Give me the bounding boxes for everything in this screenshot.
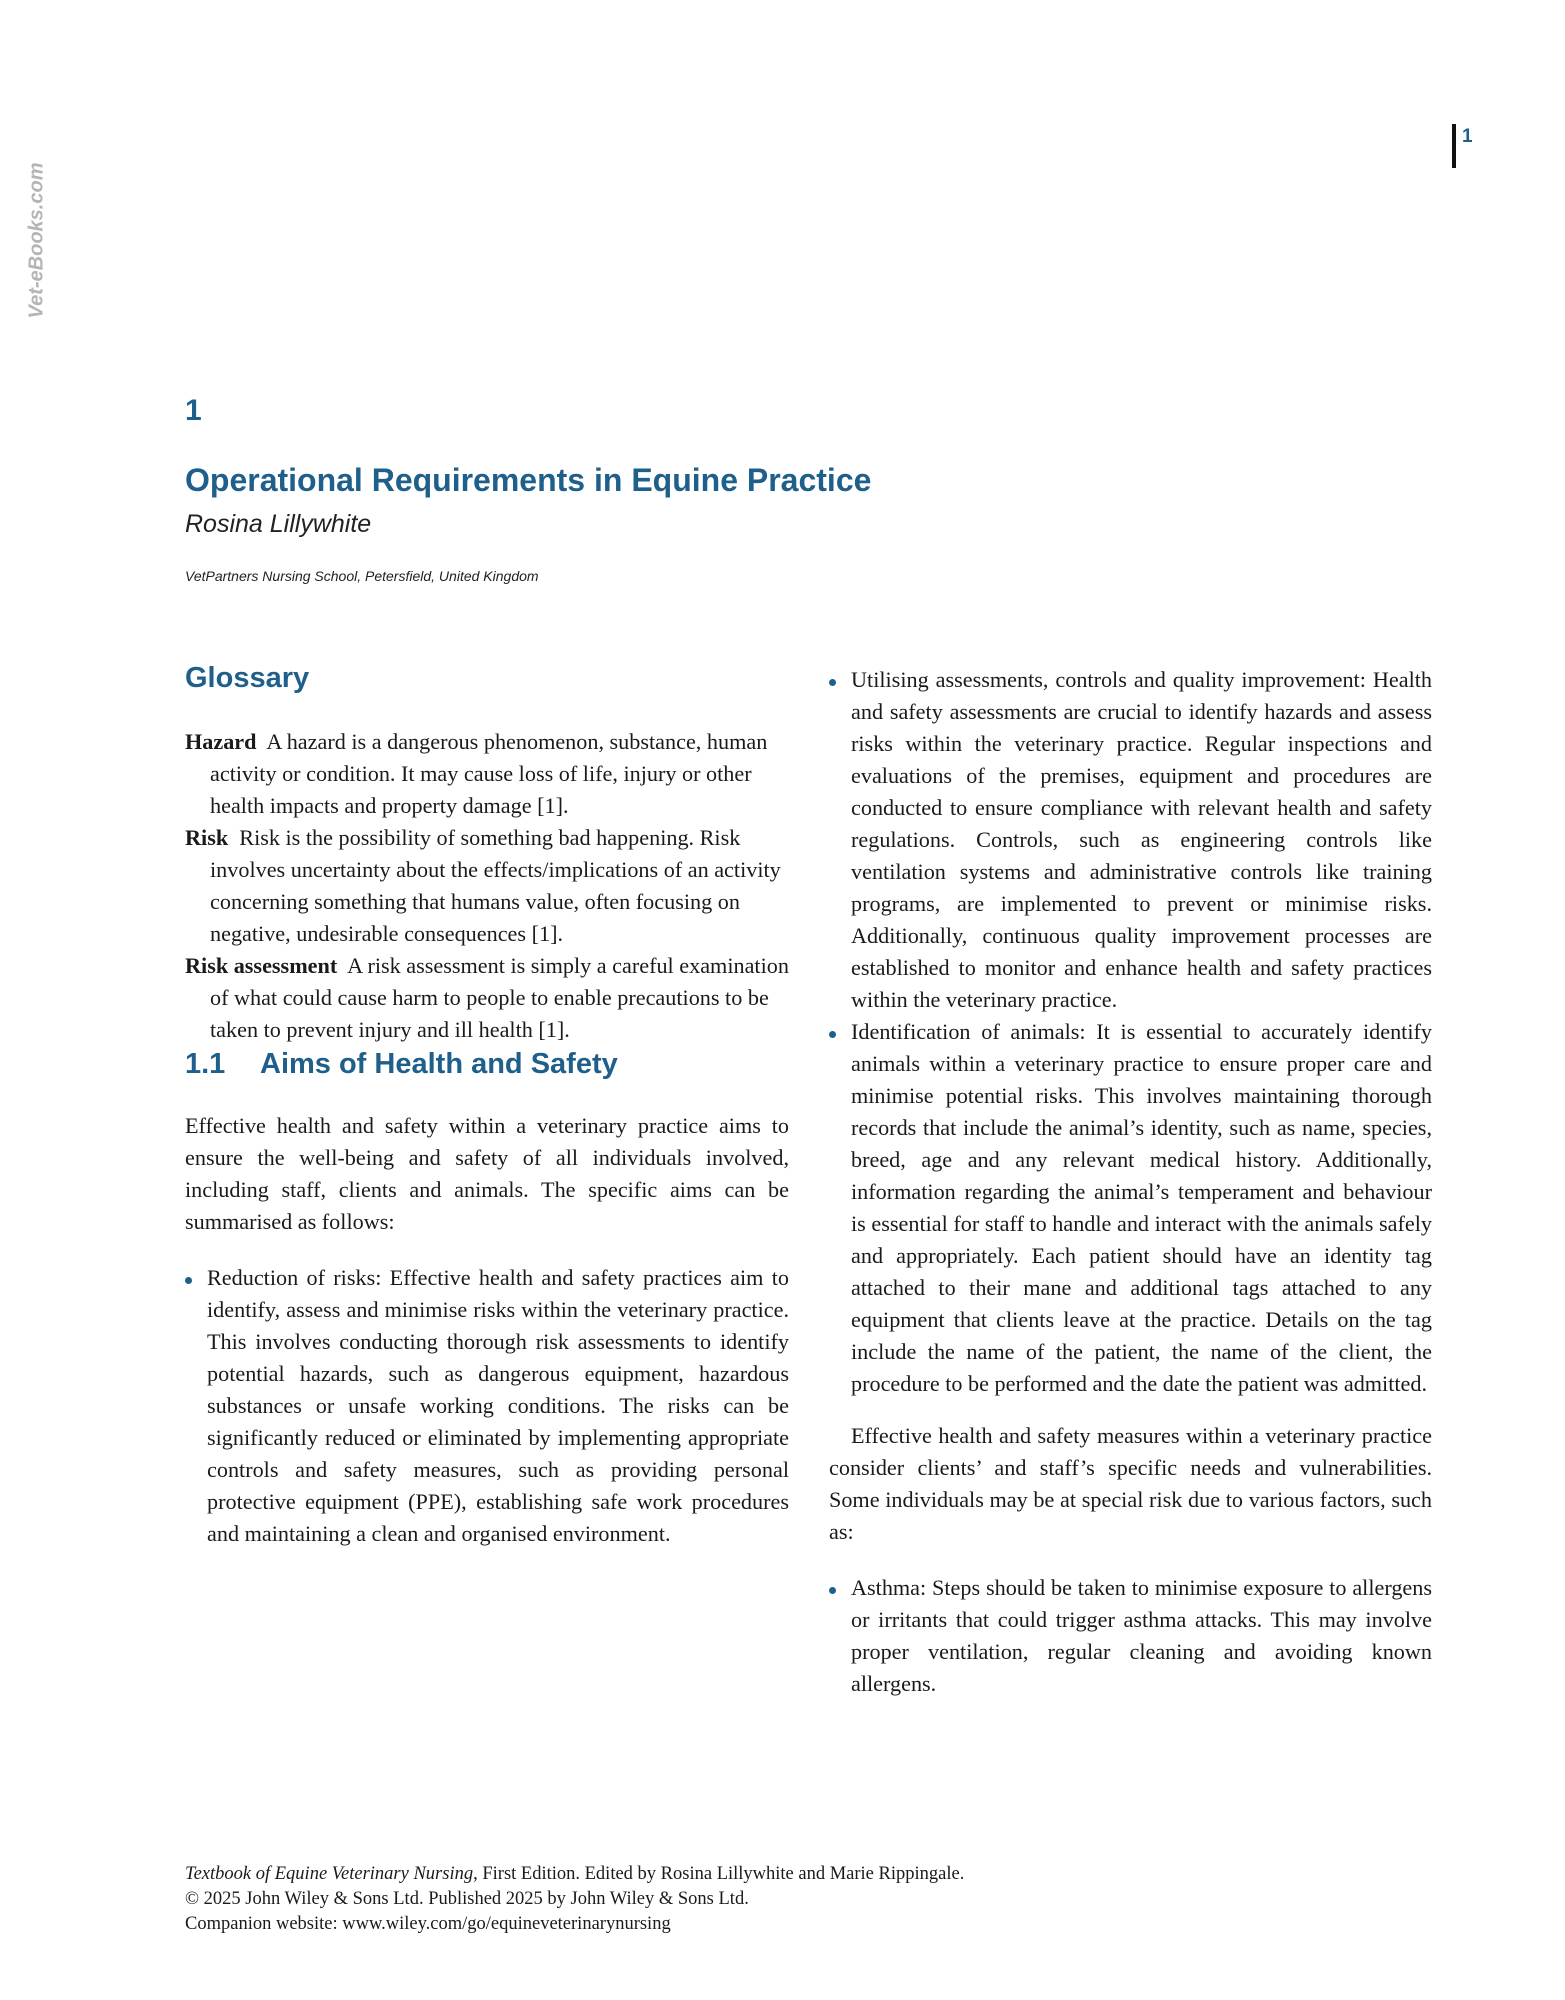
bullet-icon (829, 1031, 836, 1038)
list-item (829, 1572, 1432, 1700)
section-intro-paragraph: Effective health and safety within a veterinary practice aims to ensure the well-being and safety of all individuals involved, including staff, clients and animals. The specific aims can be summarised as follows: (185, 1113, 789, 1234)
page-footer (185, 1862, 964, 1937)
chapter-author: Rosina Lillywhite (185, 510, 372, 538)
list-item-text: Asthma: Steps should be taken to minimise exposure to allergens or irritants that could trigger asthma attacks. This may involve proper ventilation, regular cleaning and avoiding known allergens. (851, 1575, 1432, 1696)
aims-list-continued (829, 664, 1432, 1400)
page-number-rule (1452, 124, 1456, 168)
list-item-text: Reduction of risks: Effective health and safety practices aim to identify, assess and minimise risks within the veterinary practice. This involves conducting thorough risk assessments to identify potential hazards, such as dangerous equipment, hazardous substances or unsafe working conditions. The risks can be significantly reduced or eliminated by implementing appropriate controls and safety measures, such as providing personal protective equipment (PPE), establishing safe work procedures and maintaining a clean and organised environment. (207, 1265, 789, 1546)
footer-edition: , First Edition. Edited by Rosina Lillywhite and Marie Rippingale. (473, 1864, 965, 1884)
list-item-text: Utilising assessments, controls and quality improvement: Health and safety assessments are crucial to identify hazards and assess risks within the veterinary practice. Regular inspections and evaluations of the premises, equipment and procedures are conducted to ensure compliance with relevant health and safety regulations. Controls, such as engineering controls like ventilation systems and administrative controls like training programs, are implemented to prevent or minimise risks. Additionally, continuous quality improvement processes are established to monitor and enhance health and safety practices within the veterinary practice. (851, 667, 1432, 1012)
watermark-text: Vet-eBooks.com (25, 162, 48, 318)
footer-copyright: © 2025 John Wiley & Sons Ltd. Published 2025 by John Wiley & Sons Ltd. (185, 1889, 749, 1909)
glossary-entry (185, 726, 789, 822)
list-item-text: Identification of animals: It is essential to accurately identify animals within a veterinary practice to ensure proper care and minimise potential risks. This involves maintaining thorough records that include the animal’s identity, such as name, species, breed, age and any relevant medical history. Additionally, information regarding the animal’s temperament and behaviour is essential for staff to handle and interact with the animals safely and appropriately. Each patient should have an identity tag attached to their mane and additional tags attached to any equipment that clients leave at the practice. Details on the tag include the name of the patient, the name of the client, the procedure to be performed and the date the patient was admitted. (851, 1019, 1432, 1396)
aims-list (185, 1262, 789, 1550)
footer-citation (185, 1862, 964, 1887)
right-column (829, 664, 1432, 1700)
glossary-term: Risk (185, 825, 229, 850)
glossary-term: Risk assessment (185, 953, 338, 978)
glossary-definition: A risk assessment is simply a careful examination of what could cause harm to people to enable precautions to be taken to prevent injury and ill health [1]. (210, 953, 789, 1042)
bullet-icon (829, 1587, 836, 1594)
glossary-list (185, 726, 789, 1046)
glossary-heading: Glossary (185, 662, 310, 694)
needs-list (829, 1572, 1432, 1700)
section-title: Aims of Health and Safety (260, 1048, 618, 1080)
left-column (185, 660, 789, 1550)
glossary-entry (185, 950, 789, 1046)
footer-website: Companion website: www.wiley.com/go/equineveterinarynursing (185, 1914, 671, 1934)
section-number: 1.1 (185, 1048, 226, 1080)
needs-intro-paragraph: Effective health and safety measures within a veterinary practice consider clients’ and staff’s specific needs and vulnerabilities. Some individuals may be at special risk due to various factors, such as: (829, 1423, 1432, 1544)
glossary-definition: A hazard is a dangerous phenomenon, substance, human activity or condition. It may cause loss of life, injury or other health impacts and property damage [1]. (210, 729, 768, 818)
chapter-number: 1 (185, 394, 202, 427)
list-item (185, 1262, 789, 1550)
glossary-term: Hazard (185, 729, 257, 754)
section-heading (185, 1046, 789, 1082)
author-affiliation: VetPartners Nursing School, Petersfield, United Kingdom (185, 568, 539, 584)
glossary-definition: Risk is the possibility of something bad happening. Risk involves uncertainty about the effects/implications of an activity concerning something that humans value, often focusing on negative, undesirable consequences [1]. (210, 825, 781, 946)
page-number: 1 (1462, 126, 1473, 147)
bullet-icon (185, 1277, 192, 1284)
list-item (829, 1016, 1432, 1400)
watermark-logo (2, 150, 72, 330)
list-item (829, 664, 1432, 1016)
bullet-icon (829, 679, 836, 686)
glossary-entry (185, 822, 789, 950)
footer-book-title: Textbook of Equine Veterinary Nursing (185, 1864, 474, 1884)
chapter-title: Operational Requirements in Equine Practice (185, 462, 872, 498)
